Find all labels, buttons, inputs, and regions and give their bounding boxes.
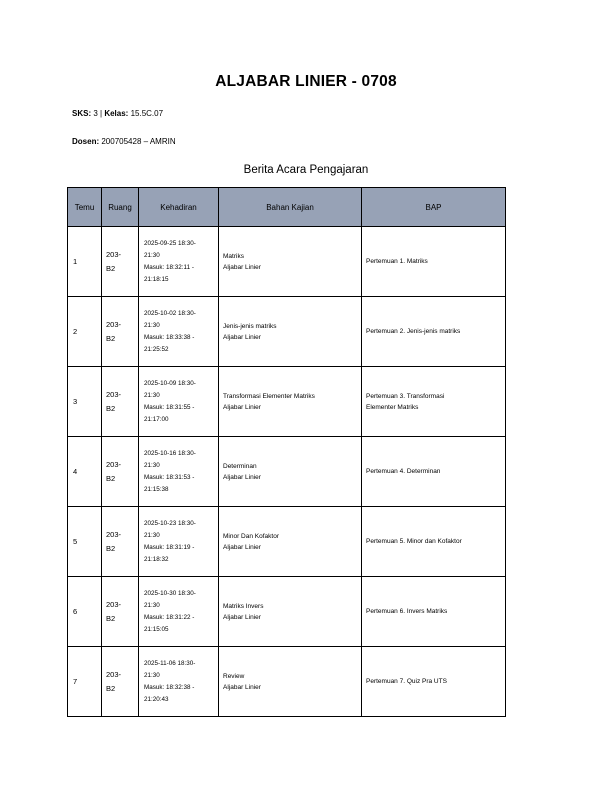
kajian-course: Aljabar Linier (223, 333, 261, 341)
bap-line-1: Pertemuan 3. Transformasi (366, 392, 445, 400)
masuk-line-2: 21:18:15 (144, 275, 169, 283)
cell-ruang (102, 437, 139, 507)
bap-line-2: Elementer Matriks (366, 403, 419, 411)
kajian-topic: Review (223, 672, 245, 680)
temu-value: 5 (73, 536, 78, 546)
table-row (68, 647, 506, 717)
kajian-topic: Matriks Invers (223, 602, 264, 610)
ruang-line-2: B2 (106, 333, 116, 343)
jadwal-line-1: 2025-10-23 18:30- (144, 519, 196, 527)
ruang-line-1: 203- (106, 249, 122, 259)
table-row (68, 367, 506, 437)
cell-kehadiran (139, 647, 219, 717)
course-info (72, 109, 163, 118)
dosen-value: 200705428 – AMRIN (99, 137, 176, 146)
kajian-topic: Determinan (223, 462, 257, 470)
temu-value: 7 (73, 676, 78, 686)
cell-ruang (102, 647, 139, 717)
cell-temu (68, 507, 102, 577)
ruang-line-2: B2 (106, 683, 116, 693)
masuk-line-2: 21:18:32 (144, 555, 169, 563)
jadwal-line-2: 21:30 (144, 531, 160, 539)
cell-bap (362, 367, 506, 437)
cell-kehadiran (139, 507, 219, 577)
ruang-line-1: 203- (106, 459, 122, 469)
cell-bap (362, 227, 506, 297)
cell-kehadiran (139, 577, 219, 647)
table-row (68, 507, 506, 577)
header-kehadiran: Kehadiran (139, 188, 219, 227)
jadwal-line-1: 2025-09-25 18:30- (144, 239, 196, 247)
kajian-course: Aljabar Linier (223, 543, 261, 551)
cell-kehadiran (139, 367, 219, 437)
kajian-topic: Jenis-jenis matriks (223, 322, 277, 330)
teaching-record-table (67, 187, 506, 717)
ruang-line-1: 203- (106, 529, 122, 539)
cell-temu (68, 647, 102, 717)
cell-ruang (102, 297, 139, 367)
cell-bap (362, 647, 506, 717)
lecturer-info (72, 137, 176, 146)
kajian-course: Aljabar Linier (223, 263, 261, 271)
masuk-line-1: Masuk: 18:31:53 - (144, 473, 195, 481)
table-row (68, 577, 506, 647)
cell-bap (362, 577, 506, 647)
jadwal-line-1: 2025-11-06 18:30- (144, 659, 196, 667)
cell-bap (362, 297, 506, 367)
cell-bahan-kajian (219, 367, 362, 437)
cell-kehadiran (139, 297, 219, 367)
ruang-line-1: 203- (106, 389, 122, 399)
kajian-topic: Matriks (223, 252, 244, 260)
bap-line-1: Pertemuan 4. Determinan (366, 468, 441, 475)
masuk-line-1: Masuk: 18:31:22 - (144, 613, 195, 621)
masuk-line-2: 21:17:00 (144, 415, 169, 423)
cell-temu (68, 227, 102, 297)
cell-kehadiran (139, 227, 219, 297)
kajian-topic: Transformasi Elementer Matriks (223, 392, 315, 400)
cell-bahan-kajian (219, 647, 362, 717)
masuk-line-1: Masuk: 18:32:11 - (144, 263, 194, 271)
jadwal-line-2: 21:30 (144, 321, 160, 329)
kelas-value: 15.5C.07 (128, 109, 164, 118)
ruang-line-2: B2 (106, 473, 116, 483)
cell-bap (362, 437, 506, 507)
temu-value: 4 (73, 466, 78, 476)
kajian-course: Aljabar Linier (223, 683, 261, 691)
masuk-line-2: 21:15:38 (144, 485, 169, 493)
cell-ruang (102, 577, 139, 647)
masuk-line-1: Masuk: 18:31:19 - (144, 543, 195, 551)
document-title: ALJABAR LINIER - 0708 (215, 73, 397, 90)
section-subtitle: Berita Acara Pengajaran (243, 164, 369, 176)
temu-value: 6 (73, 606, 78, 616)
header-temu: Temu (68, 188, 102, 227)
jadwal-line-1: 2025-10-16 18:30- (144, 449, 196, 457)
cell-temu (68, 297, 102, 367)
masuk-line-2: 21:20:43 (144, 695, 169, 703)
jadwal-line-1: 2025-10-02 18:30- (144, 309, 196, 317)
kajian-course: Aljabar Linier (223, 473, 261, 481)
cell-ruang (102, 227, 139, 297)
ruang-line-2: B2 (106, 263, 116, 273)
temu-value: 2 (73, 326, 78, 336)
table-row (68, 437, 506, 507)
ruang-line-2: B2 (106, 543, 116, 553)
jadwal-line-1: 2025-10-30 18:30- (144, 589, 196, 597)
cell-ruang (102, 507, 139, 577)
table-row (68, 297, 506, 367)
jadwal-line-2: 21:30 (144, 601, 160, 609)
jadwal-line-2: 21:30 (144, 251, 160, 259)
cell-kehadiran (139, 437, 219, 507)
jadwal-line-2: 21:30 (144, 461, 160, 469)
jadwal-line-2: 21:30 (144, 391, 160, 399)
bap-line-1: Pertemuan 5. Minor dan Kofaktor (366, 538, 462, 545)
cell-temu (68, 577, 102, 647)
cell-bahan-kajian (219, 297, 362, 367)
header-bap: BAP (362, 188, 506, 227)
bap-line-1: Pertemuan 1. Matriks (366, 258, 428, 265)
cell-bahan-kajian (219, 577, 362, 647)
cell-bahan-kajian (219, 227, 362, 297)
temu-value: 1 (73, 256, 78, 266)
kajian-course: Aljabar Linier (223, 403, 261, 411)
sks-value: 3 | (91, 109, 105, 118)
masuk-line-1: Masuk: 18:31:55 - (144, 403, 195, 411)
masuk-line-2: 21:15:05 (144, 625, 169, 633)
kajian-topic: Minor Dan Kofaktor (223, 532, 279, 540)
bap-line-1: Pertemuan 7. Quiz Pra UTS (366, 678, 447, 685)
bap-line-1: Pertemuan 2. Jenis-jenis matriks (366, 328, 461, 335)
bap-line-1: Pertemuan 6. Invers Matriks (366, 608, 448, 615)
kelas-label: Kelas: (104, 109, 129, 118)
ruang-line-2: B2 (106, 403, 116, 413)
dosen-label: Dosen: (72, 137, 100, 146)
cell-bap (362, 507, 506, 577)
temu-value: 3 (73, 396, 78, 406)
header-ruang: Ruang (102, 188, 139, 227)
sks-label: SKS: (72, 109, 92, 118)
ruang-line-2: B2 (106, 613, 116, 623)
jadwal-line-2: 21:30 (144, 671, 160, 679)
cell-bahan-kajian (219, 437, 362, 507)
masuk-line-1: Masuk: 18:32:38 - (144, 683, 195, 691)
header-bahan-kajian: Bahan Kajian (219, 188, 362, 227)
cell-temu (68, 367, 102, 437)
kajian-course: Aljabar Linier (223, 613, 261, 621)
ruang-line-1: 203- (106, 319, 122, 329)
cell-ruang (102, 367, 139, 437)
jadwal-line-1: 2025-10-09 18:30- (144, 379, 196, 387)
cell-temu (68, 437, 102, 507)
table-row (68, 227, 506, 297)
table-header-row (68, 188, 506, 227)
ruang-line-1: 203- (106, 599, 122, 609)
masuk-line-1: Masuk: 18:33:38 - (144, 333, 195, 341)
cell-bahan-kajian (219, 507, 362, 577)
masuk-line-2: 21:25:52 (144, 345, 169, 353)
ruang-line-1: 203- (106, 669, 122, 679)
